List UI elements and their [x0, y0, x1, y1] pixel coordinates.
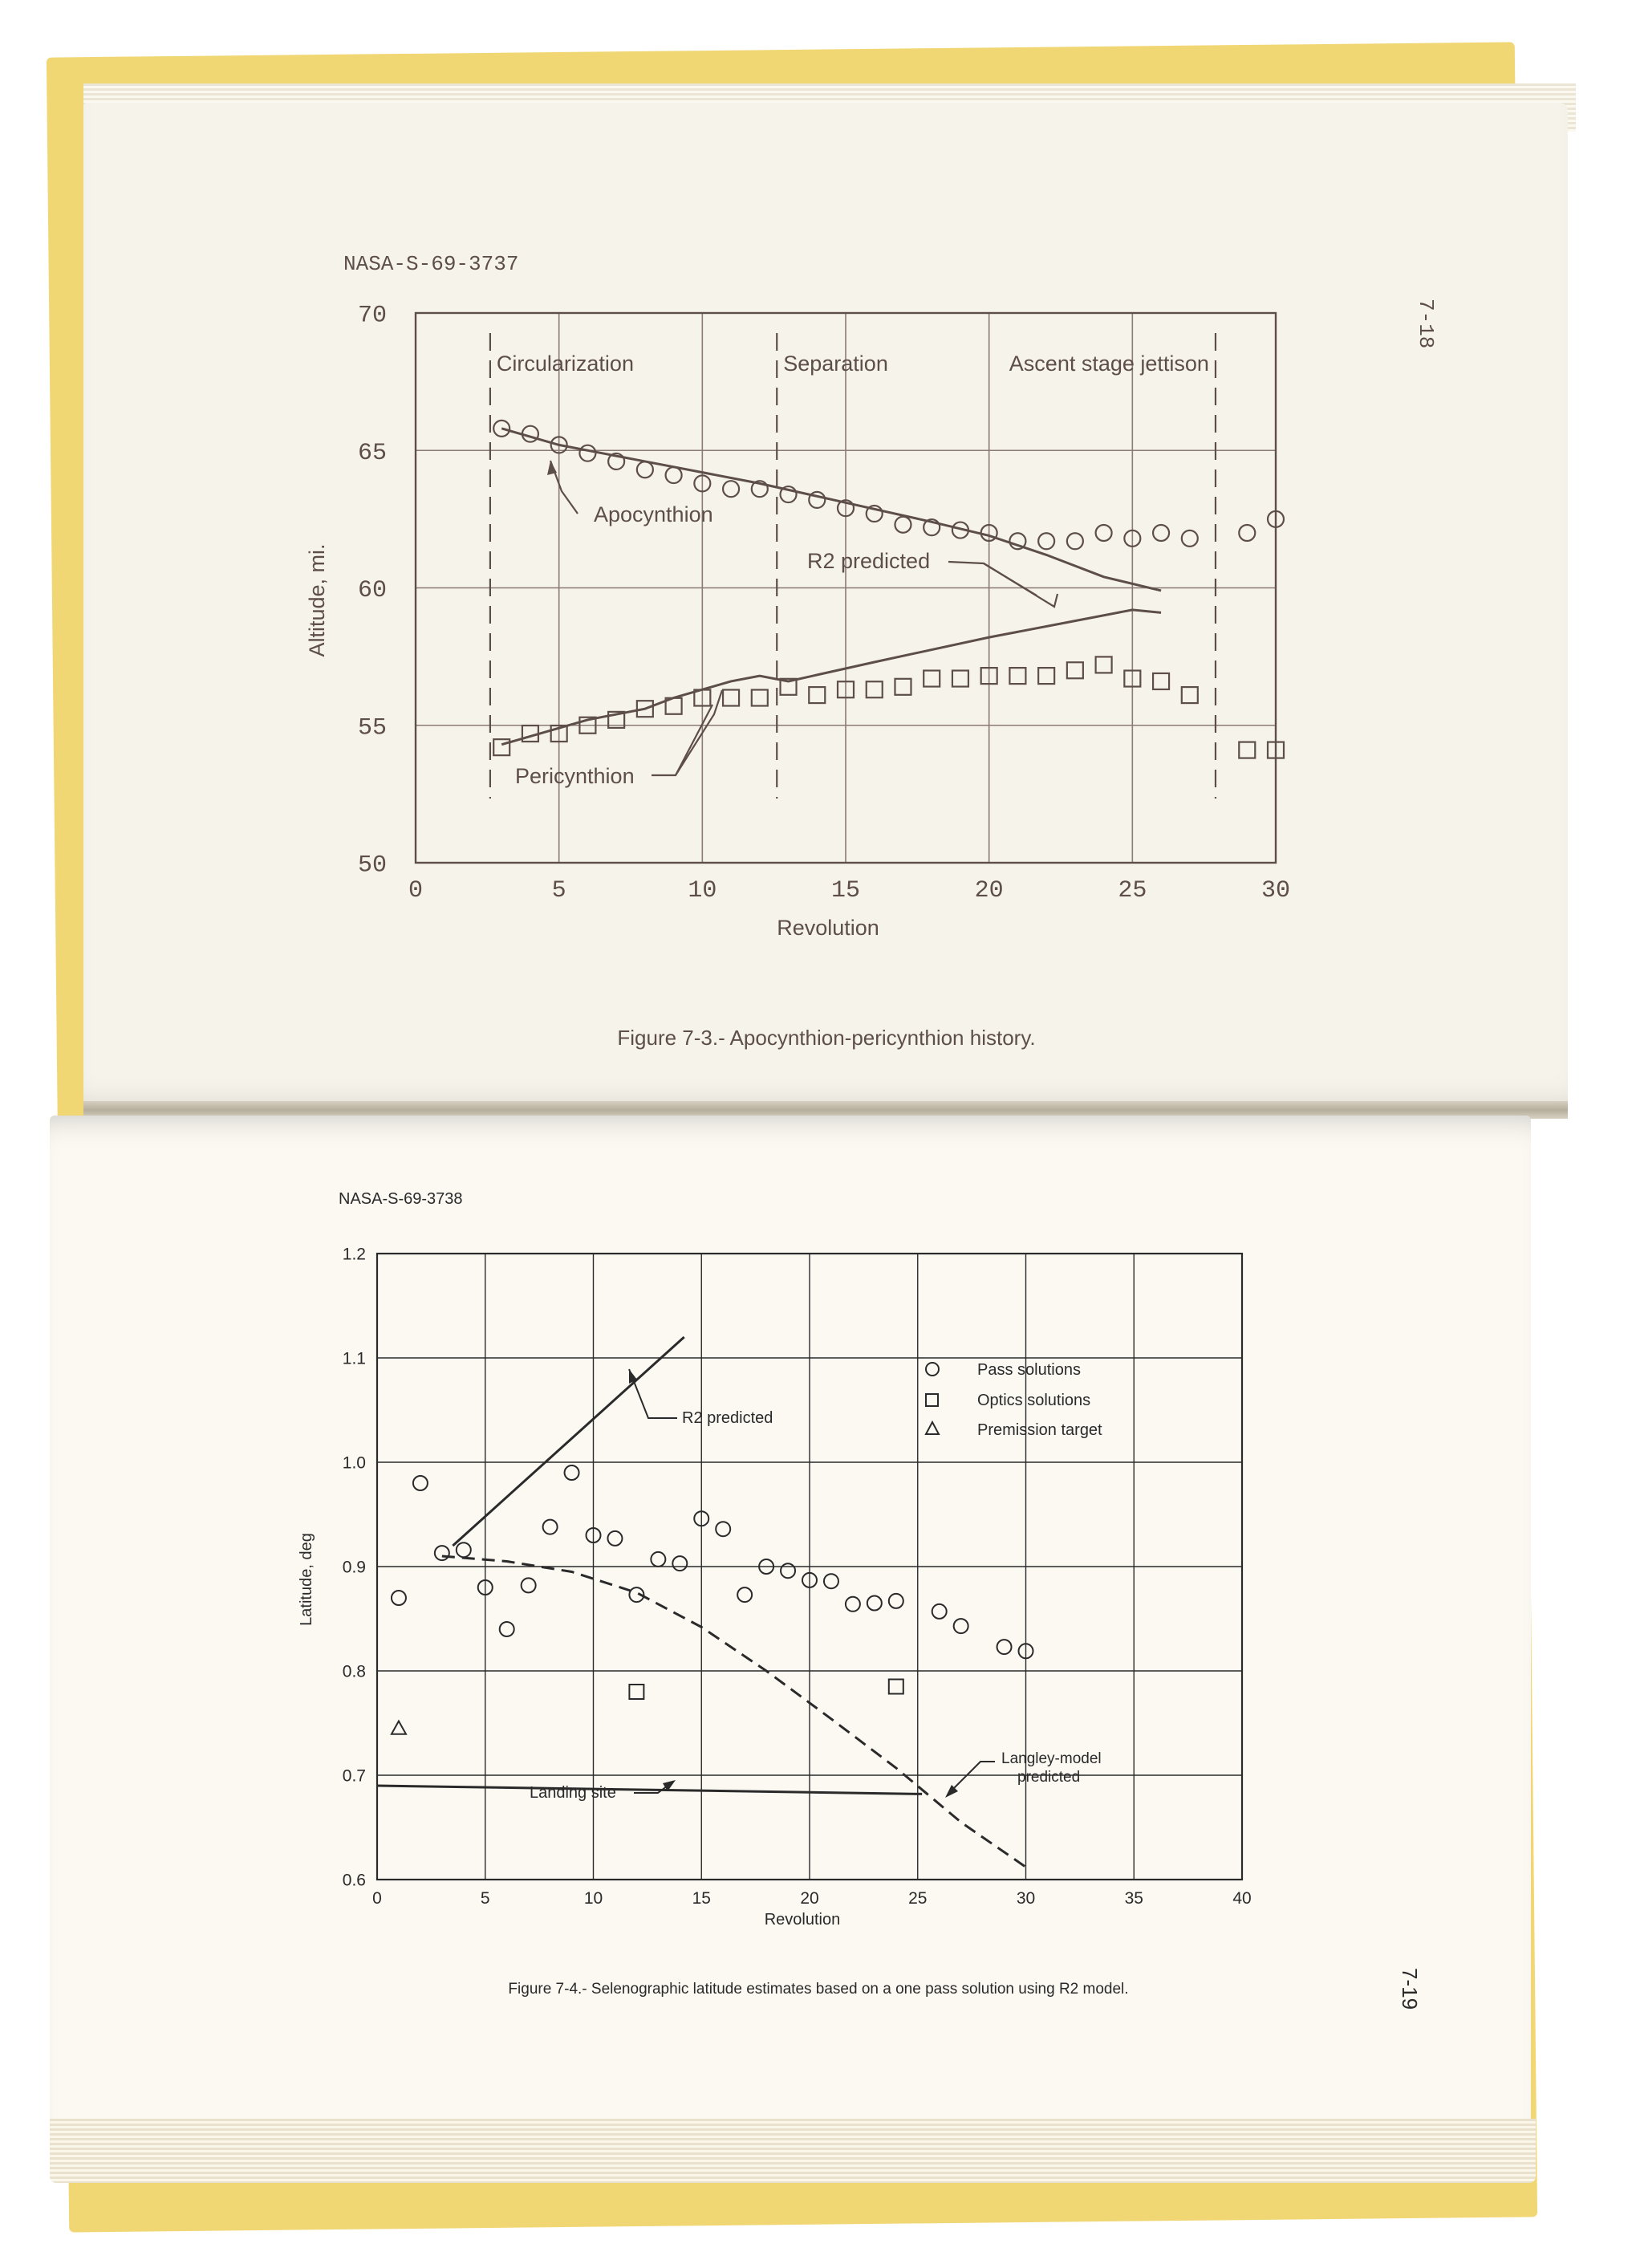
circle-point-0-1 — [413, 1476, 428, 1490]
circle-point-0-20 — [1067, 533, 1083, 549]
x-tick-label-35: 35 — [1124, 1889, 1143, 1908]
circle-point-0-19 — [1038, 533, 1054, 549]
square-point-1-23 — [1153, 673, 1169, 689]
event-label-0: Circularization — [496, 352, 634, 376]
chart2-legend — [926, 1361, 1102, 1439]
circle-point-0-3 — [579, 445, 595, 461]
square-point-1-25 — [1239, 742, 1255, 758]
x-tick-label-20: 20 — [974, 877, 1004, 904]
circle-point-0-24 — [932, 1604, 947, 1619]
y-tick-label-55: 55 — [357, 714, 387, 742]
circle-point-0-21 — [846, 1597, 860, 1612]
legend-optics-solutions: Optics solutions — [977, 1392, 1091, 1409]
square-point-1-19 — [1038, 668, 1054, 684]
chart1-marks — [493, 421, 1284, 758]
circle-point-0-22 — [867, 1596, 882, 1611]
legend-pass-solutions: Pass solutions — [977, 1361, 1081, 1379]
legend-square-marker — [926, 1394, 938, 1406]
square-point-1-0 — [629, 1685, 643, 1699]
chart1-y-label: Altitude, mi. — [305, 543, 329, 657]
square-point-1-21 — [1096, 656, 1112, 673]
circle-point-0-11 — [809, 492, 825, 508]
x-tick-label-25: 25 — [908, 1889, 928, 1908]
circle-point-0-8 — [723, 481, 739, 497]
circle-point-0-7 — [543, 1520, 558, 1534]
circle-point-0-20 — [824, 1574, 838, 1588]
circle-point-0-10 — [607, 1531, 622, 1546]
y-tick-label-0.8: 0.8 — [342, 1662, 366, 1681]
x-tick-label-40: 40 — [1232, 1889, 1252, 1908]
r2-predicted-label: R2 predicted — [682, 1409, 773, 1427]
legend-circle-marker — [926, 1363, 939, 1376]
y-tick-label-1.0: 1.0 — [342, 1453, 366, 1473]
circle-point-0-3 — [457, 1542, 471, 1557]
chart2-grid — [377, 1254, 1242, 1880]
x-tick-label-10: 10 — [688, 877, 717, 904]
circle-point-0-26 — [997, 1640, 1012, 1654]
bottom-doc-id: NASA-S-69-3738 — [339, 1190, 463, 1208]
y-tick-label-50: 50 — [357, 852, 387, 880]
chart-altitude — [305, 303, 1290, 941]
circle-point-0-2 — [435, 1546, 449, 1560]
r2-predicted-label-top: R2 predicted — [807, 549, 931, 573]
chart2-ticks — [343, 1245, 1252, 1908]
bottom-caption: Figure 7-4.- Selenographic latitude estimates based on a one pass solution using R2 model. — [508, 1981, 1129, 1998]
square-point-1-0 — [493, 739, 509, 755]
circle-point-0-12 — [651, 1552, 665, 1567]
circle-point-0-8 — [565, 1465, 579, 1480]
circle-point-0-16 — [737, 1587, 752, 1602]
top-caption: Figure 7-3.- Apocynthion-pericynthion history. — [617, 1026, 1036, 1050]
x-tick-label-25: 25 — [1118, 877, 1147, 904]
apocynthion-label: Apocynthion — [594, 502, 713, 526]
square-point-1-8 — [723, 690, 739, 706]
circle-point-0-15 — [716, 1522, 730, 1536]
langley-model-label: Langley-model — [1001, 1750, 1102, 1767]
circle-point-0-21 — [1096, 525, 1112, 541]
x-tick-label-0: 0 — [372, 1889, 382, 1908]
circle-point-0-0 — [392, 1591, 406, 1605]
square-point-1-16 — [952, 671, 968, 687]
x-tick-label-15: 15 — [830, 877, 861, 904]
circle-point-0-25 — [954, 1619, 968, 1633]
circle-point-0-18 — [1009, 533, 1025, 549]
square-point-1-9 — [752, 690, 768, 706]
circle-point-0-24 — [1182, 530, 1198, 547]
circle-point-0-18 — [781, 1563, 795, 1578]
legend-triangle-marker — [926, 1422, 939, 1434]
y-tick-label-1.2: 1.2 — [342, 1245, 366, 1264]
legend-premission-target: Premission target — [977, 1421, 1102, 1439]
chart2-marks — [392, 1465, 1033, 1734]
square-point-1-11 — [809, 687, 825, 703]
chart2-y-label: Latitude, deg — [298, 1533, 315, 1626]
event-label-2: Ascent stage jettison — [1009, 352, 1209, 376]
chart2-annotations — [629, 1369, 995, 1798]
y-tick-label-0.6: 0.6 — [342, 1871, 366, 1890]
y-tick-label-0.9: 0.9 — [342, 1558, 366, 1577]
chart1-lines — [501, 429, 1161, 745]
series-line-3 — [501, 610, 1161, 745]
x-tick-label-5: 5 — [480, 1889, 490, 1908]
y-tick-label-60: 60 — [357, 577, 387, 604]
chart2-x-label: Revolution — [764, 1911, 841, 1929]
chart1-ticks — [358, 303, 1290, 905]
chart1-x-label: Revolution — [777, 916, 879, 940]
square-point-1-20 — [1067, 662, 1083, 678]
event-label-1: Separation — [783, 352, 888, 376]
square-point-1-13 — [867, 681, 883, 697]
circle-point-0-6 — [666, 467, 682, 483]
circle-point-0-5 — [637, 461, 653, 478]
x-tick-label-30: 30 — [1260, 877, 1291, 904]
y-tick-label-1.1: 1.1 — [342, 1349, 366, 1368]
circle-point-0-25 — [1239, 525, 1255, 541]
top-page-content — [305, 252, 1438, 1050]
top-doc-id: NASA-S-69-3737 — [343, 252, 519, 276]
series-line-4 — [442, 1556, 1026, 1867]
square-point-1-24 — [1182, 687, 1198, 703]
landing-site-label: Landing site — [530, 1784, 616, 1802]
x-tick-label-30: 30 — [1016, 1889, 1036, 1908]
bottom-page-content — [298, 1190, 1422, 2010]
triangle-point-2-0 — [392, 1721, 406, 1734]
bottom-page-number: 7-19 — [1398, 1968, 1422, 2010]
square-point-1-1 — [889, 1680, 903, 1694]
pericynthion-label: Pericynthion — [515, 764, 635, 788]
square-point-1-15 — [924, 671, 940, 687]
x-tick-label-20: 20 — [800, 1889, 819, 1908]
series-line-3 — [453, 1337, 684, 1546]
r2-lower-leader — [984, 563, 1058, 607]
x-tick-label-15: 15 — [692, 1889, 711, 1908]
r2-upper-leader — [948, 562, 1037, 595]
circle-point-0-5 — [500, 1622, 514, 1636]
circle-point-0-14 — [895, 517, 911, 533]
chart-latitude — [298, 1245, 1252, 1929]
langley-predicted-label: predicted — [1017, 1769, 1081, 1786]
y-tick-label-70: 70 — [357, 302, 387, 330]
top-page-number: 7-18 — [1414, 299, 1438, 349]
circle-point-0-23 — [1153, 525, 1169, 541]
circle-point-0-23 — [889, 1594, 903, 1608]
y-tick-label-0.7: 0.7 — [342, 1766, 366, 1786]
circle-point-0-6 — [522, 1578, 536, 1592]
y-tick-label-65: 65 — [357, 439, 387, 467]
circle-point-0-13 — [672, 1556, 687, 1571]
x-tick-label-10: 10 — [583, 1889, 603, 1908]
r2-leader — [629, 1369, 677, 1418]
x-tick-label-5: 5 — [551, 877, 566, 904]
square-point-1-14 — [895, 679, 911, 695]
x-tick-label-0: 0 — [408, 877, 424, 904]
square-point-1-18 — [1009, 668, 1025, 684]
